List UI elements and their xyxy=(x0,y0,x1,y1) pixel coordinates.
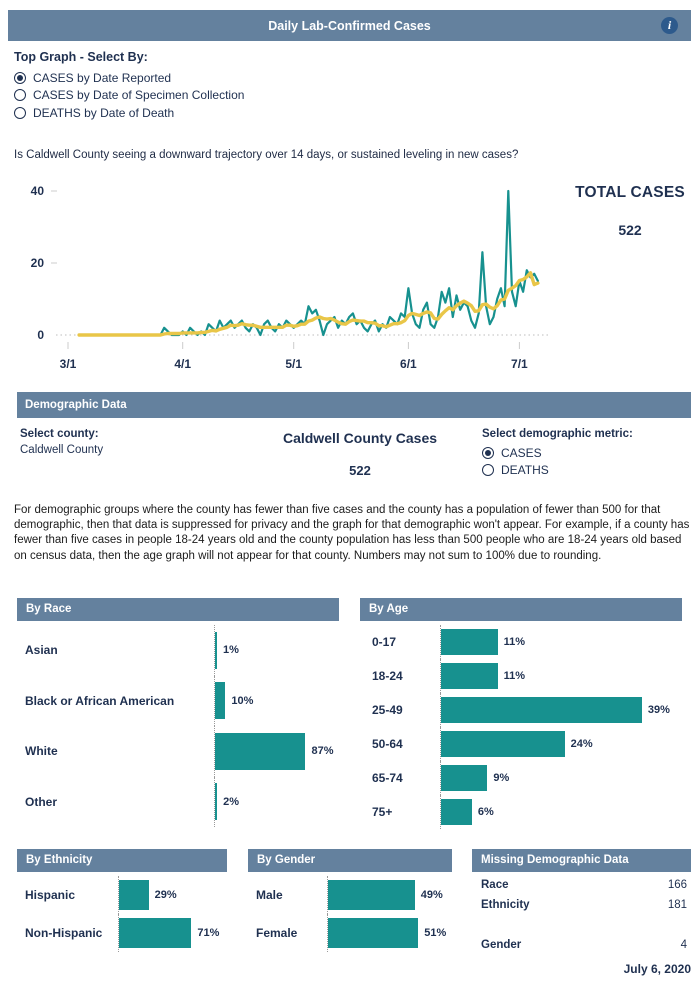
value-label: 29% xyxy=(154,889,177,901)
y-tick-label: 0 xyxy=(37,328,44,342)
category-label: White xyxy=(25,744,58,759)
ethnicity-row xyxy=(17,876,227,914)
value-label: 9% xyxy=(493,772,510,784)
missing-demographic-data-panel xyxy=(472,849,691,959)
radio-label: CASES by Date Reported xyxy=(33,70,172,85)
missing-row-value: 4 xyxy=(680,939,687,951)
category-label: 50-64 xyxy=(372,737,403,751)
x-tick-label: 5/1 xyxy=(285,357,303,371)
age-row xyxy=(360,693,682,727)
x-tick-label: 7/1 xyxy=(511,357,528,371)
x-tick-label: 3/1 xyxy=(59,357,77,371)
value-label: 10% xyxy=(231,694,254,707)
bar-track xyxy=(440,693,682,727)
age-row xyxy=(360,795,682,829)
header-bar xyxy=(8,10,691,41)
radio-label: DEATHS by Date of Death xyxy=(33,105,175,120)
value-label: 49% xyxy=(420,889,443,901)
total-cases-label: TOTAL CASES xyxy=(575,184,685,201)
by-race-chart xyxy=(17,598,339,827)
race-row xyxy=(17,726,339,777)
missing-row-value: 166 xyxy=(667,879,687,891)
metric-selector-label: Select demographic metric: xyxy=(482,428,633,440)
age-row xyxy=(360,727,682,761)
by-ethnicity-header: By Ethnicity xyxy=(17,849,227,872)
select-county-label: Select county: xyxy=(20,428,99,440)
demographic-data-section-header: Demographic Data xyxy=(17,392,691,418)
category-label: 75+ xyxy=(372,805,393,819)
value-label: 87% xyxy=(311,745,334,758)
county-selector xyxy=(20,428,103,456)
gender-row xyxy=(248,876,452,914)
by-race-header: By Race xyxy=(17,598,339,621)
age-row xyxy=(360,659,682,693)
bar-track xyxy=(440,659,682,693)
value-label: 11% xyxy=(503,670,526,682)
value-label: 51% xyxy=(424,927,447,939)
missing-data-rows xyxy=(472,872,691,959)
missing-row-label: Race xyxy=(481,879,509,891)
missing-row-label: Ethnicity xyxy=(481,899,530,911)
age-bar[interactable] xyxy=(441,697,642,723)
radio-icon[interactable] xyxy=(14,89,26,101)
age-bar[interactable] xyxy=(441,629,498,655)
age-row xyxy=(360,625,682,659)
value-label: 6% xyxy=(477,806,494,818)
age-bar[interactable] xyxy=(441,765,487,791)
seven-day-average-line[interactable] xyxy=(79,273,538,335)
bar-track xyxy=(440,727,682,761)
ethnicity-bar[interactable] xyxy=(119,918,191,948)
category-label: 65-74 xyxy=(372,771,403,785)
by-ethnicity-chart xyxy=(17,849,227,952)
by-age-header: By Age xyxy=(360,598,682,621)
bar-track xyxy=(118,914,227,952)
by-gender-rows xyxy=(248,876,452,952)
radio-metric-cases[interactable] xyxy=(482,444,633,462)
daily-cases-trend-chart xyxy=(0,172,699,388)
daily-cases-line[interactable] xyxy=(79,191,538,335)
radio-label: CASES by Date of Specimen Collection xyxy=(33,88,245,103)
category-label: Male xyxy=(256,888,283,902)
by-age-chart xyxy=(360,598,682,829)
radio-icon[interactable] xyxy=(482,447,494,459)
radio-label: DEATHS xyxy=(501,463,549,478)
age-bar[interactable] xyxy=(441,663,498,689)
selected-county-value[interactable]: Caldwell County xyxy=(20,444,104,456)
bar-track xyxy=(440,625,682,659)
category-label: 18-24 xyxy=(372,669,403,683)
radio-deaths-by-date-of-death[interactable] xyxy=(14,104,434,122)
by-gender-header: By Gender xyxy=(248,849,452,872)
ethnicity-bar[interactable] xyxy=(119,880,149,910)
race-row xyxy=(17,676,339,727)
missing-row-value: 181 xyxy=(667,899,687,911)
page-title: Daily Lab-Confirmed Cases xyxy=(268,18,431,33)
category-label: Hispanic xyxy=(25,888,76,902)
race-row xyxy=(17,625,339,676)
category-label: 0-17 xyxy=(372,635,397,649)
county-cases-summary xyxy=(210,430,510,478)
radio-metric-deaths[interactable] xyxy=(482,462,633,480)
value-label: 24% xyxy=(570,738,593,750)
county-cases-title: Caldwell County Cases xyxy=(282,430,438,446)
value-label: 11% xyxy=(503,636,526,648)
radio-icon[interactable] xyxy=(14,107,26,119)
top-graph-selector xyxy=(14,50,434,122)
bar-track xyxy=(214,676,339,727)
missing-row-ethnicity xyxy=(481,899,687,919)
ethnicity-row xyxy=(17,914,227,952)
total-cases-box xyxy=(563,184,697,238)
county-cases-value: 522 xyxy=(349,463,371,478)
x-tick-label: 6/1 xyxy=(400,357,417,371)
info-icon[interactable]: i xyxy=(661,17,678,34)
trend-chart-svg xyxy=(0,172,565,380)
category-label: Non-Hispanic xyxy=(25,926,103,940)
missing-row-gender xyxy=(481,939,687,959)
radio-label: CASES xyxy=(501,445,542,460)
demographic-metric-selector xyxy=(482,428,633,479)
bar-track xyxy=(214,726,339,777)
race-bar[interactable] xyxy=(215,783,217,820)
by-age-rows xyxy=(360,625,682,829)
privacy-note: For demographic groups where the county has fewer than five cases and the county has a population of fewer than 500 for that demographic, then that data is suppressed for privacy and the graph for that demographic won't appear. For example, if a county has fewer than five cases in people 18-24 years old and the county population has less than 500 people who are 18-24 years old based on census data, then the age graph will not appear for that county. Numbers may not sum to 100% due to rounding. xyxy=(14,504,690,562)
report-date: July 6, 2020 xyxy=(623,962,691,976)
race-bar[interactable] xyxy=(215,733,305,770)
bar-track xyxy=(118,876,227,914)
gender-bar[interactable] xyxy=(328,918,418,948)
race-bar[interactable] xyxy=(215,682,225,719)
x-tick-label: 4/1 xyxy=(174,357,192,371)
category-label: Other xyxy=(25,794,58,809)
missing-row-label: Gender xyxy=(481,939,522,951)
value-label: 71% xyxy=(197,927,220,939)
value-label: 1% xyxy=(223,644,239,657)
bar-track xyxy=(214,777,339,828)
y-tick-label: 40 xyxy=(30,184,44,198)
age-bar[interactable] xyxy=(441,731,565,757)
gender-row xyxy=(248,914,452,952)
radio-icon[interactable] xyxy=(14,72,26,84)
radio-cases-by-specimen-collection[interactable] xyxy=(14,87,434,105)
bar-track xyxy=(440,761,682,795)
missing-data-header: Missing Demographic Data xyxy=(472,849,691,872)
value-label: 2% xyxy=(223,795,239,808)
y-tick-label: 20 xyxy=(30,256,44,270)
by-race-rows xyxy=(17,625,339,827)
bar-track xyxy=(214,625,339,676)
bar-track xyxy=(327,914,452,952)
bar-track xyxy=(327,876,452,914)
missing-row-race xyxy=(481,879,687,899)
age-row xyxy=(360,761,682,795)
trajectory-question: Is Caldwell County seeing a downward trajectory over 14 days, or sustained leveling in new cases? xyxy=(14,149,519,161)
by-ethnicity-rows xyxy=(17,876,227,952)
age-bar[interactable] xyxy=(441,799,472,825)
race-bar[interactable] xyxy=(215,632,217,669)
category-label: Asian xyxy=(25,643,58,658)
category-label: Black or African American xyxy=(25,693,175,708)
radio-icon[interactable] xyxy=(482,464,494,476)
bar-track xyxy=(440,795,682,829)
top-graph-selector-label: Top Graph - Select By: xyxy=(14,50,148,64)
gender-bar[interactable] xyxy=(328,880,415,910)
value-label: 39% xyxy=(647,704,670,716)
radio-cases-by-date-reported[interactable] xyxy=(14,69,434,87)
category-label: 25-49 xyxy=(372,703,403,717)
total-cases-value: 522 xyxy=(618,222,642,238)
race-row xyxy=(17,777,339,828)
by-gender-chart xyxy=(248,849,452,952)
category-label: Female xyxy=(256,926,298,940)
